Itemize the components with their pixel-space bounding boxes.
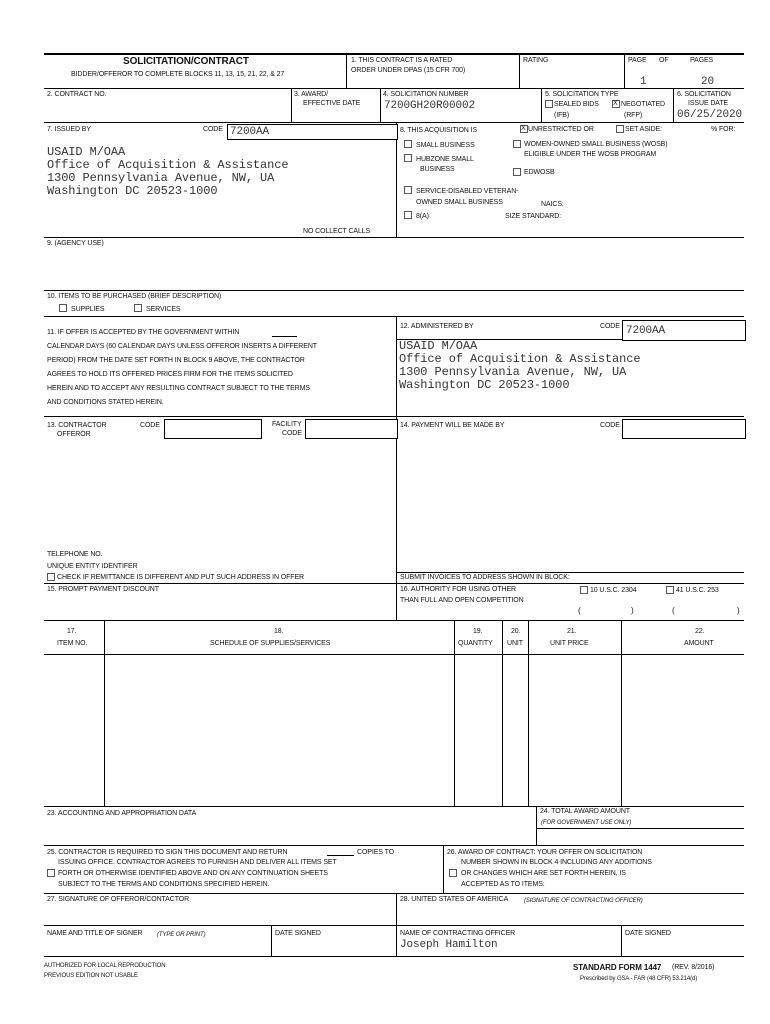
contractor-label: 13. CONTRACTOR [47,422,107,429]
issued-by-address-line: Office of Acquisition & Assistance [47,158,289,172]
block25-text: SUBJECT TO THE TERMS AND CONDITIONS SPECIFIED HEREIN. [58,881,270,888]
prompt-payment-label: 15. PROMPT PAYMENT DISCOUNT [47,586,159,593]
small-business-label: SMALL BUSINESS [416,142,475,149]
sdvosb-checkbox[interactable] [404,186,412,194]
ifb-label: (IFB) [554,112,570,119]
award-label: 3. AWARD/ [294,91,328,98]
administered-address-line: Office of Acquisition & Assistance [399,352,641,366]
rfp-label: (RFP) [624,112,643,119]
block11-text: CALENDAR DAYS (60 CALENDAR DAYS UNLESS OFFEROR INSERTS A DIFFERENT [47,343,317,350]
administered-address-line: 1300 Pennsylvania Avenue, NW, UA [399,365,627,379]
divider [536,806,537,845]
total-award-note: (FOR GOVERNMENT USE ONLY) [541,820,632,826]
paren-close: ) [631,606,634,615]
submit-invoices-label: SUBMIT INVOICES TO ADDRESS SHOWN IN BLOCK: [400,574,570,581]
issue-date-label: 6. SOLICITATION [677,91,731,98]
divider [621,925,622,956]
supplies-checkbox[interactable] [59,304,67,312]
payment-code-label: CODE [600,422,620,429]
rule [44,290,744,291]
rule [44,893,744,894]
facility-label: FACILITY [272,421,302,428]
items-label: 10. ITEMS TO BE PURCHASED (BRIEF DESCRIPTION) [47,293,222,300]
offeror-label: OFFEROR [57,431,91,438]
wosb-checkbox[interactable] [513,140,521,148]
pages-value[interactable]: 20 [701,76,715,88]
rule [44,416,744,417]
services-checkbox[interactable] [134,304,142,312]
col-19-num: 19. [473,628,483,635]
col-unit: UNIT [507,640,523,647]
col-22-num: 22. [695,628,705,635]
signer-name-label: NAME AND TITLE OF SIGNER [47,930,143,937]
rule [536,828,744,829]
hubzone-checkbox[interactable] [404,154,412,162]
block26-text: OR CHANGES WHICH ARE SET FORTH HEREIN, IS [461,870,626,877]
block25-text: 25. CONTRACTOR IS REQUIRED TO SIGN THIS DOCUMENT AND RETURN [47,849,288,856]
small-business-checkbox[interactable] [404,140,412,148]
contracting-officer-label: NAME OF CONTRACTING OFFICER [400,930,516,937]
divider [502,620,503,806]
divider [104,620,105,806]
issued-by-label: 7. ISSUED BY [47,126,91,133]
8a-checkbox[interactable] [404,211,412,219]
of-label: OF [659,57,669,64]
divider [291,88,292,122]
solicitation-no-label: 4. SOLICITATION NUMBER [383,91,469,98]
block11-text: AND CONDITIONS STATED HEREIN. [47,399,164,406]
block25-copies: COPIES TO [357,849,394,856]
rule [44,654,104,655]
col-schedule: SCHEDULE OF SUPPLIES/SERVICES [210,640,331,647]
rule [104,654,744,655]
form-subtitle: BIDDER/OFFEROR TO COMPLETE BLOCKS 11, 13, 15, 21, 22, & 27 [71,71,285,78]
usc-253-label: 41 U.S.C. 253 [676,587,719,594]
col-17-num: 17. [67,628,77,635]
form-title: SOLICITATION/CONTRACT [123,56,249,67]
paren-open: ( [578,606,581,615]
administered-address-line: Washington DC 20523-1000 [399,378,570,392]
block26-text: 26. AWARD OF CONTRACT: YOUR OFFER ON SOLICITATION [447,849,643,856]
sdvosb-label: SERVICE-DISABLED VETERAN- [416,188,519,195]
divider [673,88,674,122]
copies-blank[interactable] [327,855,354,856]
rule [44,316,744,317]
authorized-reproduction: AUTHORIZED FOR LOCAL REPRODUCTION [44,963,166,969]
issue-date-label-2: ISSUE DATE [688,100,729,107]
no-collect-calls: NO COLLECT CALLS [303,228,371,235]
administered-by-label: 12. ADMINISTERED BY [400,323,474,330]
administered-address-line: USAID M/OAA [399,339,478,353]
rule [44,956,744,957]
contracting-officer-name[interactable]: Joseph Hamilton [400,939,498,951]
block25-text: FORTH OR OTHERWISE IDENTIFIED ABOVE AND ON ANY CONTINUATION SHEETS [58,870,328,877]
page-value[interactable]: 1 [640,76,647,88]
col-18-num: 18. [274,628,284,635]
form-revision: (REV. 8/2016) [672,964,715,971]
rule [397,572,744,573]
previous-edition: PREVIOUS EDITION NOT USABLE [44,973,138,979]
usc-253-checkbox[interactable] [666,586,674,594]
paren-close: ) [737,606,740,615]
facility-code-field[interactable] [305,419,398,439]
rule [44,88,744,89]
days-blank[interactable] [272,336,297,337]
pct-for-label: % FOR: [711,126,736,133]
services-label: SERVICES [146,306,181,313]
contractor-code-field[interactable] [164,419,262,439]
date-signed-label: DATE SIGNED [275,930,321,937]
administered-code-value: 7200AA [626,325,666,337]
edwosb-label: EDWOSB [524,169,555,176]
size-standard-label: SIZE STANDARD: [505,213,562,220]
total-award-label: 24. TOTAL AWARD AMOUNT [540,808,630,815]
form-number: STANDARD FORM 1447 [573,963,662,972]
rating-label: RATING [523,57,549,64]
divider [541,88,542,122]
col-21-num: 21. [567,628,577,635]
negotiated-label: NEGOTIATED [621,101,665,108]
remittance-checkbox[interactable] [47,573,55,581]
remittance-label: CHECK IF REMITTANCE IS DIFFERENT AND PUT SUCH ADDRESS IN OFFER [57,574,304,581]
rule [44,122,744,123]
divider [396,893,397,956]
col-quantity: QUANTITY [458,640,493,647]
col-amount: AMOUNT [684,640,714,647]
block25-checkbox[interactable] [47,869,55,877]
divider [519,53,520,88]
divider [346,53,347,88]
usc-2304-label: 10 U.S.C. 2304 [590,587,637,594]
col-20-num: 20. [511,628,521,635]
uei-label: UNIQUE ENTITY IDENTIFER [47,563,138,570]
offeror-signature-label: 27. SIGNATURE OF OFFEROR/CONTACTOR [47,896,190,903]
block25-text: ISSUING OFFICE. CONTRACTOR AGREES TO FURNISH AND DELIVER ALL ITEMS SET [58,859,337,866]
administered-code-label: CODE [600,323,620,330]
acquisition-label: 8. THIS ACQUISITION IS [400,127,478,134]
rule [44,845,744,846]
page-label: PAGE [628,57,647,64]
divider [454,620,455,806]
dpas-label-2: ORDER UNDER DPAS (15 CFR 700) [351,67,466,74]
sealed-bids-checkbox[interactable] [545,100,553,108]
divider [380,88,381,122]
8a-label: 8(A) [416,213,429,220]
accounting-label: 23. ACCOUNTING AND APPROPRIATION DATA [47,810,197,817]
edwosb-checkbox[interactable] [513,168,521,176]
unrestricted-label: UNRESTRICTED OR [528,126,594,133]
prescribed-by: Prescribed by GSA - FAR (48 CFR) 53.214(d) [580,976,698,982]
rule [44,806,744,807]
usa-signature-label: 28. UNITED STATES OF AMERICA [400,896,509,903]
payment-label: 14. PAYMENT WILL BE MADE BY [400,422,505,429]
naics-label: NAICS: [541,201,564,208]
top-border [44,53,744,55]
telephone-label: TELEPHONE NO. [47,551,103,558]
paren-open: ( [672,606,675,615]
issued-by-address-line: USAID M/OAA [47,145,126,159]
col-item-no: ITEM NO. [57,640,88,647]
issued-by-code-label: CODE [203,126,223,133]
block26-text: NUMBER SHOWN IN BLOCK 4 INCLUDING ANY ADDITIONS [461,859,652,866]
wosb-label-2: ELIGIBLE UNDER THE WOSB PROGRAM [524,151,657,158]
payment-code-field[interactable] [622,419,746,439]
block11-text: HEREIN AND TO ACCEPT ANY RESULTING CONTRACT SUBJECT TO THE TERMS [47,385,310,392]
sdvosb-label-2: OWNED SMALL BUSINESS [416,199,503,206]
set-aside-checkbox[interactable] [616,125,624,133]
issue-date-value[interactable]: 06/25/2020 [677,109,743,121]
issued-by-address-line: 1300 Pennsylvania Avenue, NW, UA [47,171,275,185]
hubzone-label: HUBZONE SMALL [416,156,474,163]
divider [271,925,272,956]
divider [624,53,625,88]
award-label-2: EFFECTIVE DATE [303,100,361,107]
block11-text: AGREES TO HOLD ITS OFFERED PRICES FIRM FOR THE ITEMS SOLICITED [47,371,293,378]
rule [44,583,744,584]
block26-text: ACCEPTED AS TO ITEMS: [461,881,545,888]
divider [528,620,529,806]
facility-code-label: CODE [282,430,302,437]
solicitation-type-label: 5. SOLICITATION TYPE [545,91,619,98]
block11-text: PERIOD) FROM THE DATE SET FORTH IN BLOCK 9 ABOVE, THE CONTRACTOR [47,357,305,364]
agency-use-label: 9. (AGENCY USE) [47,240,104,247]
supplies-label: SUPPLIES [71,306,105,313]
dpas-label: 1. THIS CONTRACT IS A RATED [351,57,453,64]
contract-no-label: 2. CONTRACT NO. [47,91,107,98]
usa-signature-note: (SIGNATURE OF CONTRACTING OFFICER) [524,898,643,904]
signer-name-note: (TYPE OR PRINT) [157,932,206,938]
date-signed-label-2: DATE SIGNED [625,930,671,937]
unrestricted-checkbox[interactable] [520,125,528,133]
block26-checkbox[interactable] [449,869,457,877]
rule [44,925,744,926]
contractor-code-label: CODE [140,422,160,429]
rule [44,620,744,621]
col-unit-price: UNIT PRICE [550,640,589,647]
issued-by-address-line: Washington DC 20523-1000 [47,184,218,198]
divider [396,316,397,620]
solicitation-no-value[interactable]: 7200GH20R00002 [384,100,476,112]
wosb-label: WOMEN-OWNED SMALL BUSINESS (WOSB) [524,141,668,148]
block11-text: 11. IF OFFER IS ACCEPTED BY THE GOVERNMENT WITHIN [47,329,240,336]
pages-label: PAGES [690,57,714,64]
divider [621,620,622,806]
hubzone-label-2: BUSINESS [420,166,455,173]
sealed-bids-label: SEALED BIDS [554,101,599,108]
set-aside-label: SET ASIDE: [625,126,662,133]
rule [44,237,744,238]
divider [443,845,444,893]
authority-label: 16. AUTHORITY FOR USING OTHER [400,586,516,593]
authority-label-2: THAN FULL AND OPEN COMPETITION [400,597,524,604]
issued-by-code-value: 7200AA [230,126,270,138]
usc-2304-checkbox[interactable] [580,586,588,594]
negotiated-checkbox[interactable] [612,100,620,108]
